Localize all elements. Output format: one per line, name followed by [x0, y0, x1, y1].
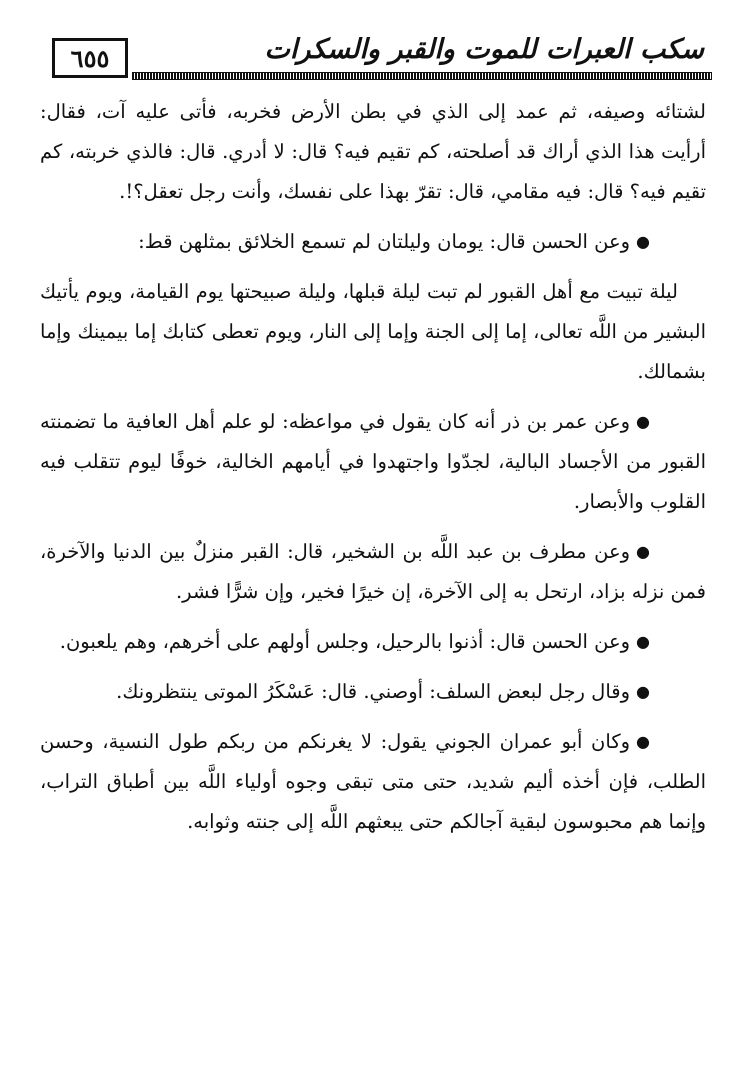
bullet-icon: ●	[636, 232, 650, 251]
header-rule	[132, 72, 712, 80]
paragraph-text: وعن الحسن قال: يومان وليلتان لم تسمع الخلائق بمثلهن قط:	[138, 230, 631, 253]
paragraph-text: وقال رجل لبعض السلف: أوصني. قال: عَسْكَرُ الموتى ينتظرونك.	[116, 680, 631, 703]
paragraph	[40, 672, 706, 712]
paragraph-text: وعن الحسن قال: أذنوا بالرحيل، وجلس أولهم على أخرهم، وهم يلعبون.	[59, 630, 631, 653]
bullet-icon: ●	[636, 542, 650, 561]
paragraph-text: لشتائه وصيفه، ثم عمد إلى الذي في بطن الأرض فخربه، فأتى عليه آت، فقال: أرأيت هذا الذي أراك قد أصلحته، كم تقيم فيه؟ قال: لا أدري. قال: فالذي خربته، كم تقيم فيه؟ قال: فيه مقامي، قال: تقرّ بهذا على نفسك، وأنت رجل تعقل؟!.	[40, 100, 706, 203]
paragraph	[40, 402, 706, 522]
bullet-icon: ●	[636, 732, 650, 751]
bullet-icon: ●	[636, 682, 650, 701]
paragraph	[40, 622, 706, 662]
paragraph-text: ليلة تبيت مع أهل القبور لم تبت ليلة قبلها، وليلة صبيحتها يوم القيامة، ويوم يأتيك البشير من اللَّه تعالى، إما إلى الجنة وإما إلى النار، ويوم تعطى كتابك إما بيمينك وإما بشمالك.	[40, 280, 706, 383]
paragraph-text: وعن مطرف بن عبد اللَّه بن الشخير، قال: القبر منزلٌ بين الدنيا والآخرة، فمن نزله بزاد، ارتحل به إلى الآخرة، إن خيرًا فخير، وإن شرًّا فشر.	[40, 540, 706, 603]
running-title: سكب العبرات للموت والقبر والسكرات	[264, 34, 704, 65]
paragraph	[40, 532, 706, 612]
body-text	[40, 92, 706, 842]
paragraph	[40, 722, 706, 842]
bullet-icon: ●	[636, 412, 650, 431]
paragraph-text: وعن عمر بن ذر أنه كان يقول في مواعظه: لو علم أهل العافية ما تضمنته القبور من الأجساد البالية، لجدّوا واجتهدوا في أيامهم الخالية، خوفًا ليوم تتقلب فيه القلوب والأبصار.	[40, 410, 706, 513]
page-number: ٦٥٥	[52, 38, 128, 78]
paragraph-text: وكان أبو عمران الجوني يقول: لا يغرنكم من ربكم طول النسية، وحسن الطلب، فإن أخذه أليم شديد، حتى متى تبقى وجوه أولياء اللَّه بين أطباق التراب، وإنما هم محبوسون لبقية آجالكم حتى يبعثهم اللَّه إلى جنته وثوابه.	[40, 730, 706, 833]
page-header	[40, 28, 712, 88]
paragraph	[40, 222, 706, 262]
bullet-icon: ●	[636, 632, 650, 651]
paragraph	[40, 92, 706, 212]
paragraph	[40, 272, 706, 392]
